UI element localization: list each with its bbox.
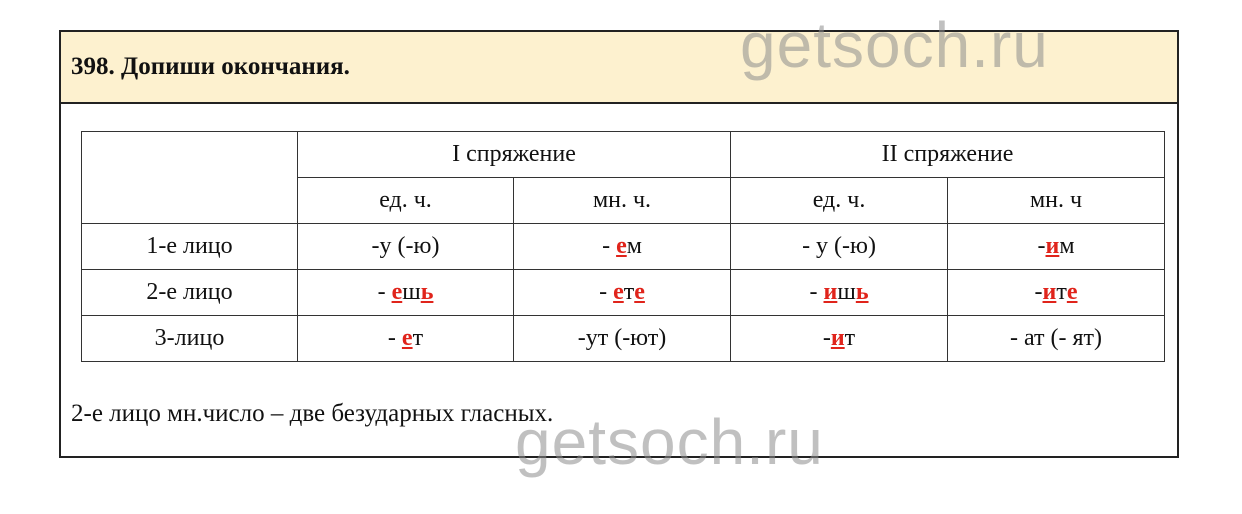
watermark-top: getsoch.ru: [740, 9, 1049, 81]
ending-cell: [948, 224, 1165, 270]
header-conjugation-1: I спряжение: [298, 132, 731, 178]
exercise-title: 398. Допиши окончания.: [71, 53, 350, 80]
exercise-card: [59, 30, 1179, 458]
ending-cell: [731, 316, 948, 362]
table-body: [82, 224, 1165, 362]
ending-text: -: [602, 233, 617, 259]
ending-cell: [731, 224, 948, 270]
ending-cell: [514, 316, 731, 362]
ending-text: т: [1056, 279, 1067, 305]
highlighted-vowel: и: [830, 325, 845, 351]
ending-text: ш: [402, 279, 421, 305]
highlighted-vowel: и: [823, 279, 838, 305]
highlighted-vowel: е: [616, 233, 627, 259]
ending-text: м: [1059, 233, 1075, 259]
person-label: 2-е лицо: [82, 270, 298, 316]
header-empty-cell: [82, 132, 298, 224]
ending-text: т: [412, 325, 424, 351]
ending-cell: [298, 270, 514, 316]
ending-text: -у (-ю): [371, 233, 440, 259]
highlighted-vowel: и: [1042, 279, 1057, 305]
watermark-bottom: getsoch.ru: [515, 406, 824, 478]
ending-text: м: [626, 233, 642, 259]
highlighted-vowel: е: [401, 325, 413, 351]
ending-text: т: [623, 279, 635, 305]
highlighted-vowel: е: [634, 279, 645, 305]
ending-text: т: [844, 325, 856, 351]
ending-cell: [514, 270, 731, 316]
ending-cell: [948, 270, 1165, 316]
ending-text: -: [809, 279, 824, 305]
highlighted-vowel: е: [613, 279, 624, 305]
ending-cell: [731, 270, 948, 316]
table-header-row: [82, 132, 1165, 178]
subheader-plural-1: мн. ч.: [514, 178, 731, 224]
ending-text: -ут (-ют): [577, 325, 667, 351]
person-label: 1-е лицо: [82, 224, 298, 270]
ending-text: - ат (- ят): [1010, 325, 1103, 351]
ending-text: ш: [837, 279, 856, 305]
highlighted-vowel: е: [391, 279, 403, 305]
conjugation-table: [81, 131, 1165, 362]
ending-text: -: [387, 325, 402, 351]
highlighted-vowel: ь: [855, 279, 869, 305]
ending-text: -: [377, 279, 392, 305]
subheader-singular-1: ед. ч.: [298, 178, 514, 224]
ending-text: -: [1037, 233, 1046, 259]
table-row: [82, 224, 1165, 270]
highlighted-vowel: е: [1066, 279, 1078, 305]
table-row: [82, 316, 1165, 362]
note-text: 2-е лицо мн.число – две безударных гласных.: [71, 400, 554, 427]
ending-cell: [298, 316, 514, 362]
header-conjugation-2: II спряжение: [731, 132, 1165, 178]
person-label: 3-лицо: [82, 316, 298, 362]
ending-cell: [514, 224, 731, 270]
table-row: [82, 270, 1165, 316]
ending-text: -: [822, 325, 831, 351]
ending-text: -: [1034, 279, 1043, 305]
subheader-singular-2: ед. ч.: [731, 178, 948, 224]
ending-cell: [298, 224, 514, 270]
highlighted-vowel: и: [1045, 233, 1060, 259]
exercise-header: [61, 32, 1177, 104]
ending-text: -: [599, 279, 614, 305]
subheader-plural-2: мн. ч: [948, 178, 1165, 224]
highlighted-vowel: ь: [420, 279, 434, 305]
ending-text: - у (-ю): [802, 233, 876, 259]
ending-cell: [948, 316, 1165, 362]
